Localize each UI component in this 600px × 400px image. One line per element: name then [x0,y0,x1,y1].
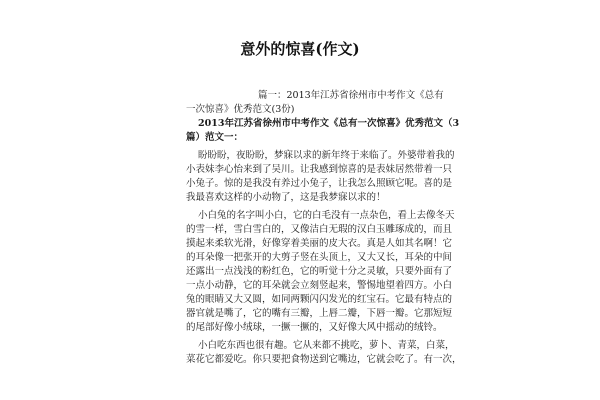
heading-line: 篇）范文一： [186,132,244,143]
paragraph-line: 还露出一点浅浅的粉红色，它的听觉十分之灵敏，只要外面有了 [186,266,453,277]
paragraph-line: 兔的眼睛又大又圆，如同两颗闪闪发光的红宝石。它最有特点的 [186,294,453,305]
paragraph-line: 小白吃东西也很有趣。它从来都不挑吃，萝卜、青菜，白菜， [198,340,455,351]
page-title: 意外的惊喜(作文) [240,40,360,58]
heading-line: 2013年江苏省徐州市中考作文《总有一次惊喜》优秀范文（3 [198,118,460,129]
paragraph-line: 的尾部好像小绒球，一撅一撅的，又好像大风中摇动的绒铃。 [186,322,443,333]
paragraph-line: 小白兔的名字叫小白，它的白毛没有一点杂色，看上去像冬天 [198,210,455,221]
paragraph-line: 的耳朵像一把张开的大剪子竖在头顶上，又大又长，耳朵的中间 [186,252,453,263]
paragraph-line: 器官就是嘴了，它的嘴有三瓣，上唇二瓣，下唇一瓣。它那短短 [186,308,453,319]
paragraph-line: 一点小动静，它的耳朵就会立刻竖起来，警惕地望着四方。小白 [186,280,453,291]
paragraph-line: 我最喜欢这样的小动物了，这是我梦寐以求的！ [186,192,386,203]
heading-line: 篇一：2013年江苏省徐州市中考作文《总有 [258,90,444,101]
paragraph-line: 小表妹李心怡来到了吴川。让我感到惊喜的是表妹居然带着一只 [186,164,453,175]
paragraph-line: 小兔子。惊的是我没有养过小兔子，让我怎么照顾它呢。喜的是 [186,178,453,189]
paragraph-line: 的雪一样，雪白雪白的，又像洁白无瑕的汉白玉雕琢成的，而且 [186,224,453,235]
paragraph-line: 摸起来柔软光滑，好像穿着美丽的皮大衣。真是人如其名啊！它 [186,238,453,249]
paragraph-line: 菜花它都爱吃。你只要把食物送到它嘴边，它就会吃了。有一次， [186,354,462,365]
paragraph-line: 盼盼盼，夜盼盼，梦寐以求的新年终于来临了。外婆带着我的 [198,150,455,161]
heading-line: 一次惊喜》优秀范文(3份) [186,104,295,115]
